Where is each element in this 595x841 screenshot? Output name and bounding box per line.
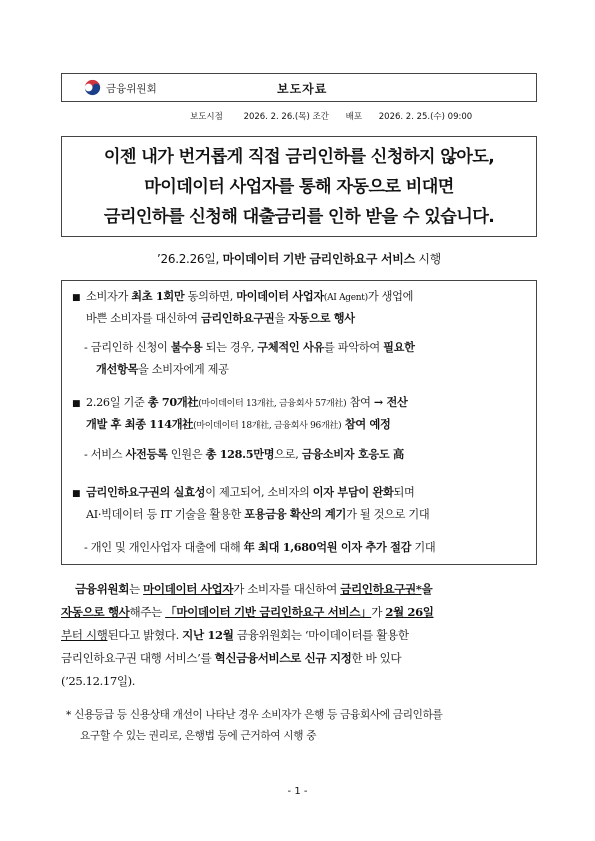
headline-line-3: 금리인하를 신청해 대출금리를 인하 받을 수 있습니다. (103, 206, 495, 227)
subtitle (61, 250, 537, 267)
distribution-label: 배포 (345, 112, 363, 122)
body-line-3: 부터 시행된다고 밝혔다. 지난 12월 금융위원회는 ‘마이데이터를 활용한 (61, 628, 409, 642)
square-bullet-icon: ■ (72, 293, 81, 303)
summary-sub-3-line-1: - 개인 및 개인사업자 대출에 대해 年 최대 1,680억원 이자 추가 절감 기대 (84, 540, 436, 554)
subtitle-service: 마이데이터 기반 금리인하요구 서비스 (222, 252, 415, 266)
page-number: - 1 - (287, 786, 308, 797)
agency-name: 금융위원회 (106, 83, 157, 95)
subtitle-suffix: 시행 (418, 252, 441, 266)
footnote-line-2: 요구할 수 있는 권리로, 은행법 등에 근거하여 시행 중 (80, 730, 317, 742)
summary-bullet-1-line-2: 바쁜 소비자를 대신하여 금리인하요구권을 자동으로 행사 (86, 311, 355, 325)
summary-bullet-2-line-2: 개발 후 최종 114개社(마이데이터 18개社, 금융회사 96개社) 참여 예정 (86, 417, 391, 431)
embargo-value: 2026. 2. 26.(목) 조간 (243, 112, 329, 122)
body-line-2: 자동으로 행사해주는 「마이데이터 기반 금리인하요구 서비스」가 2월 26일 (61, 605, 434, 619)
release-info (190, 110, 472, 122)
summary-sub-1-line-1: - 금리인하 신청이 불수용 되는 경우, 구체적인 사유를 파악하여 필요한 (84, 340, 415, 354)
square-bullet-icon: ■ (72, 489, 81, 499)
summary-bullet-1-line-1: ■ 소비자가 최초 1회만 동의하면, 마이데이터 사업자(AI Agent)가 생업에 (72, 285, 413, 309)
square-bullet-icon: ■ (72, 399, 81, 409)
body-line-1: 금융위원회는 마이데이터 사업자가 소비자를 대신하여 금리인하요구권*을 (75, 582, 433, 596)
body-line-4: 금리인하요구권 대행 서비스’를 혁신금융서비스로 신규 지정한 바 있다 (61, 651, 402, 665)
headline-line-2: 마이데이터 사업자를 통해 자동으로 비대면 (144, 176, 454, 197)
body-line-5: (’25.12.17일). (61, 674, 136, 688)
document-type: 보도자료 (277, 82, 328, 96)
headline-line-1: 이젠 내가 번거롭게 직접 금리인하를 신청하지 않아도, (103, 146, 495, 167)
embargo-label: 보도시점 (190, 112, 223, 122)
summary-box (61, 280, 537, 565)
header-box (61, 73, 537, 102)
distribution-value: 2026. 2. 25.(수) 09:00 (378, 112, 473, 122)
government-emblem-icon (84, 79, 101, 96)
summary-bullet-2-line-1: ■ 2.26일 기준 총 70개社(마이데이터 13개社, 금융회사 57개社) 참여 → 전산 (72, 391, 408, 415)
summary-sub-2-line-1: - 서비스 사전등록 인원은 총 128.5만명으로, 금융소비자 호응도 高 (84, 447, 404, 461)
subtitle-date: ’26.2.26일, (157, 252, 220, 266)
summary-bullet-3-line-2: AI·빅데이터 등 IT 기술을 활용한 포용금융 확산의 계기가 될 것으로 기대 (86, 507, 430, 521)
headline-box (61, 136, 537, 237)
summary-bullet-3-line-1: ■ 금리인하요구권의 실효성이 제고되어, 소비자의 이자 부담이 완화되며 (72, 481, 415, 505)
footnote-line-1: * 신용등급 등 신용상태 개선이 나타난 경우 소비자가 은행 등 금융회사에 금리인하를 (66, 709, 443, 721)
summary-sub-1-line-2: 개선항목을 소비자에게 제공 (96, 362, 229, 376)
